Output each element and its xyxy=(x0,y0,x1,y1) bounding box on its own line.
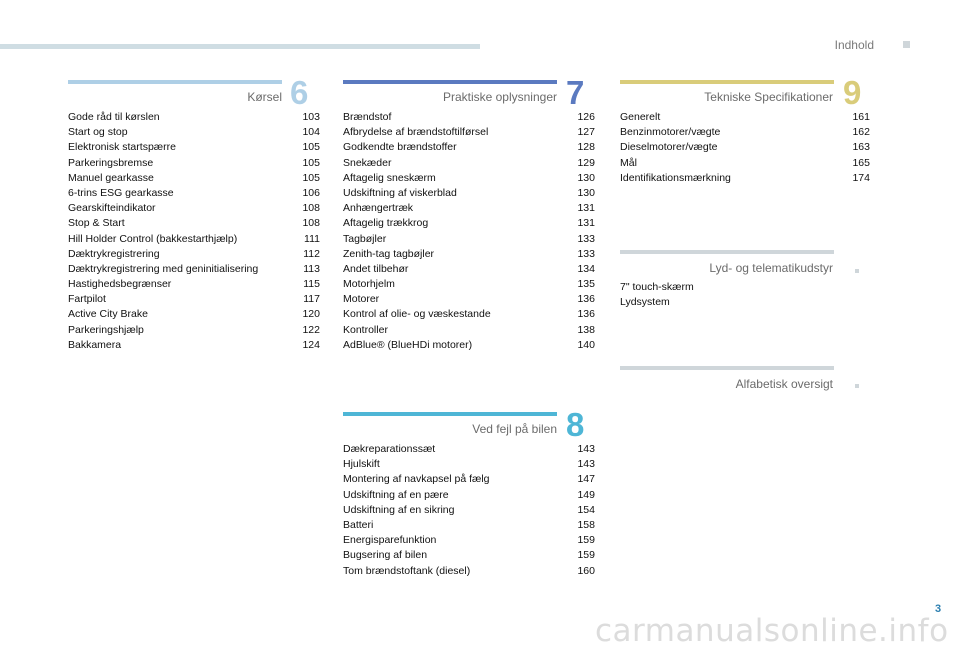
toc-entry-label: Manuel gearkasse xyxy=(68,171,154,184)
toc-entry[interactable] xyxy=(343,442,595,457)
toc-entry-label: Udskiftning af en sikring xyxy=(343,503,455,516)
toc-entry-label: AdBlue® (BlueHDi motorer) xyxy=(343,338,473,351)
toc-entry-label: Generelt xyxy=(620,111,661,123)
toc-entry[interactable] xyxy=(343,518,595,533)
toc-entry-page: 108 xyxy=(302,217,320,230)
toc-list-korsel xyxy=(68,110,320,353)
toc-entry[interactable] xyxy=(68,140,320,155)
toc-list-lyd xyxy=(620,280,870,310)
section-bar-korsel xyxy=(68,80,282,84)
toc-entry-label: Udskiftning af viskerblad xyxy=(343,186,457,199)
toc-entry-label: Benzinmotorer/vægte xyxy=(620,126,721,139)
section-bar-lyd xyxy=(620,250,834,254)
toc-entry[interactable] xyxy=(343,548,595,563)
section-bar-ved-fejl xyxy=(343,412,557,416)
toc-entry[interactable] xyxy=(68,323,320,338)
toc-entry-page: 108 xyxy=(302,202,320,215)
toc-entry-page: 134 xyxy=(577,262,595,275)
section-number-tekniske: 9 xyxy=(843,74,862,111)
toc-entry-page: 143 xyxy=(577,443,595,455)
toc-entry[interactable] xyxy=(343,503,595,518)
toc-entry-page: 138 xyxy=(577,323,595,336)
toc-entry-label: Gode råd til kørslen xyxy=(68,111,160,123)
toc-entry-page: 127 xyxy=(577,126,595,139)
toc-entry-label: Tom brændstoftank (diesel) xyxy=(343,564,471,577)
toc-entry-page: 174 xyxy=(852,171,870,184)
toc-entry[interactable] xyxy=(343,110,595,125)
section-title-tekniske[interactable]: Tekniske Specifikationer xyxy=(704,90,833,104)
toc-entry-label: Kontroller xyxy=(343,323,388,336)
toc-entry-label: Brændstof xyxy=(343,111,392,123)
toc-entry-page: 113 xyxy=(303,262,320,275)
toc-entry[interactable] xyxy=(343,292,595,307)
section-bar-tekniske xyxy=(620,80,834,84)
toc-entry-label: Mål xyxy=(620,156,637,169)
toc-entry-page: 163 xyxy=(852,141,870,154)
toc-entry-page: 126 xyxy=(577,111,595,123)
toc-entry-label: Elektronisk startspærre xyxy=(68,141,176,154)
header-marker xyxy=(903,41,910,48)
toc-entry-label: Kontrol af olie- og væskestande xyxy=(343,308,491,321)
toc-entry-label: Dæktrykregistrering xyxy=(68,247,160,260)
toc-entry[interactable] xyxy=(68,156,320,171)
toc-entry-label: Energisparefunktion xyxy=(343,534,437,547)
section-title-korsel[interactable]: Kørsel xyxy=(247,90,282,104)
toc-entry-label: Motorhjelm xyxy=(343,278,395,291)
toc-entry[interactable] xyxy=(68,292,320,307)
toc-entry-label: Afbrydelse af brændstoftilførsel xyxy=(343,126,489,139)
toc-entry-page: 135 xyxy=(577,278,595,291)
toc-entry[interactable] xyxy=(343,338,595,353)
toc-entry-page: 159 xyxy=(577,534,595,547)
toc-entry-page: 122 xyxy=(302,323,320,336)
toc-entry[interactable] xyxy=(620,125,870,140)
toc-entry[interactable] xyxy=(343,277,595,292)
toc-entry[interactable] xyxy=(620,280,870,295)
toc-entry[interactable] xyxy=(68,186,320,201)
toc-entry-label: Active City Brake xyxy=(68,308,148,321)
toc-entry-label: Hjulskift xyxy=(343,458,380,471)
toc-entry[interactable] xyxy=(343,307,595,322)
toc-entry-label: Dækreparationssæt xyxy=(343,443,436,455)
toc-entry-label: Lydsystem xyxy=(620,296,670,309)
toc-entry-page: 105 xyxy=(302,171,320,184)
toc-entry[interactable] xyxy=(68,247,320,262)
toc-list-praktiske xyxy=(343,110,595,353)
toc-entry-label: Dieselmotorer/vægte xyxy=(620,141,718,154)
toc-entry-label: Motorer xyxy=(343,293,380,306)
toc-entry-label: Montering af navkapsel på fælg xyxy=(343,473,490,486)
toc-entry[interactable] xyxy=(343,457,595,472)
toc-entry[interactable] xyxy=(343,156,595,171)
toc-entry[interactable] xyxy=(620,140,870,155)
toc-entry-label: Stop & Start xyxy=(68,217,125,230)
toc-entry-page: 105 xyxy=(302,156,320,169)
page-number: 3 xyxy=(935,603,942,615)
toc-entry[interactable] xyxy=(343,262,595,277)
toc-entry[interactable] xyxy=(343,232,595,247)
toc-entry-page: 161 xyxy=(852,111,870,123)
section-marker-alfabetisk xyxy=(855,384,859,388)
toc-entry[interactable] xyxy=(343,140,595,155)
toc-entry-page: 103 xyxy=(302,111,320,123)
toc-entry-page: 136 xyxy=(577,308,595,321)
section-title-ved-fejl[interactable]: Ved fejl på bilen xyxy=(472,422,557,436)
toc-entry[interactable] xyxy=(620,110,870,125)
toc-entry[interactable] xyxy=(343,247,595,262)
section-bar-praktiske xyxy=(343,80,557,84)
toc-entry-label: Anhængertræk xyxy=(343,202,414,215)
toc-entry[interactable] xyxy=(68,216,320,231)
section-number-ved-fejl: 8 xyxy=(566,406,585,443)
toc-entry-page: 149 xyxy=(577,488,595,501)
header-title: Indhold xyxy=(834,38,874,52)
toc-entry-page: 133 xyxy=(577,232,595,245)
watermark: carmanualsonline.info xyxy=(595,613,949,649)
toc-entry[interactable] xyxy=(68,171,320,186)
toc-entry-page: 129 xyxy=(577,156,595,169)
toc-entry[interactable] xyxy=(343,125,595,140)
toc-entry-page: 117 xyxy=(303,293,320,306)
toc-entry-label: Zenith-tag tagbøjler xyxy=(343,247,435,260)
toc-entry[interactable] xyxy=(68,125,320,140)
toc-entry-label: Godkendte brændstoffer xyxy=(343,141,457,154)
toc-entry-page: 160 xyxy=(577,564,595,577)
toc-entry-page: 140 xyxy=(577,338,595,351)
toc-entry[interactable] xyxy=(68,110,320,125)
toc-entry-label: 6-trins ESG gearkasse xyxy=(68,186,174,199)
toc-entry-page: 115 xyxy=(303,278,320,291)
toc-entry[interactable] xyxy=(343,171,595,186)
toc-entry-page: 158 xyxy=(577,518,595,531)
toc-entry[interactable] xyxy=(343,186,595,201)
section-number-praktiske: 7 xyxy=(566,74,585,111)
header-bar xyxy=(0,44,480,49)
toc-entry-page: 130 xyxy=(577,171,595,184)
toc-entry-page: 105 xyxy=(302,141,320,154)
toc-entry[interactable] xyxy=(68,307,320,322)
toc-entry-label: Snekæder xyxy=(343,156,392,169)
toc-entry-page: 112 xyxy=(303,247,320,260)
toc-entry[interactable] xyxy=(68,201,320,216)
section-title-alfabetisk[interactable]: Alfabetisk oversigt xyxy=(735,377,833,391)
toc-entry-label: Tagbøjler xyxy=(343,232,387,245)
toc-entry-page: 131 xyxy=(577,217,595,230)
toc-entry-label: Hill Holder Control (bakkestarthjælp) xyxy=(68,232,238,245)
toc-entry[interactable] xyxy=(68,277,320,292)
toc-entry-label: Gearskifteindikator xyxy=(68,202,156,215)
toc-entry-page: 143 xyxy=(577,458,595,471)
toc-entry[interactable] xyxy=(343,488,595,503)
section-number-korsel: 6 xyxy=(290,74,309,111)
toc-entry-page: 130 xyxy=(577,186,595,199)
toc-entry-page: 136 xyxy=(577,293,595,306)
toc-list-ved-fejl xyxy=(343,442,595,579)
toc-entry-label: Aftagelig trækkrog xyxy=(343,217,429,230)
toc-entry[interactable] xyxy=(68,232,320,247)
toc-entry-page: 131 xyxy=(577,202,595,215)
toc-entry-label: Parkeringshjælp xyxy=(68,323,144,336)
toc-entry-label: Parkeringsbremse xyxy=(68,156,154,169)
toc-entry[interactable] xyxy=(620,171,870,186)
toc-entry[interactable] xyxy=(343,201,595,216)
toc-entry-page: 162 xyxy=(852,126,870,139)
toc-entry-page: 147 xyxy=(577,473,595,486)
toc-entry-label: Aftagelig sneskærm xyxy=(343,171,436,184)
toc-entry[interactable] xyxy=(620,156,870,171)
toc-entry[interactable] xyxy=(68,338,320,353)
toc-entry-label: Andet tilbehør xyxy=(343,262,409,275)
toc-entry[interactable] xyxy=(343,472,595,487)
toc-entry-label: Fartpilot xyxy=(68,293,106,306)
toc-entry-page: 120 xyxy=(302,308,320,321)
toc-entry-label: Batteri xyxy=(343,518,374,531)
toc-entry-page: 128 xyxy=(577,141,595,154)
toc-entry-page: 133 xyxy=(577,247,595,260)
section-bar-alfabetisk xyxy=(620,366,834,370)
toc-entry[interactable] xyxy=(343,216,595,231)
toc-entry[interactable] xyxy=(68,262,320,277)
section-title-praktiske[interactable]: Praktiske oplysninger xyxy=(442,90,557,104)
toc-entry-label: Identifikationsmærkning xyxy=(620,171,731,184)
toc-entry[interactable] xyxy=(620,295,870,310)
toc-entry-label: Udskiftning af en pære xyxy=(343,488,449,501)
toc-entry-page: 106 xyxy=(302,186,320,199)
toc-entry-page: 124 xyxy=(302,338,320,351)
toc-entry[interactable] xyxy=(343,323,595,338)
section-title-lyd[interactable]: Lyd- og telematikudstyr xyxy=(709,261,833,275)
section-marker-lyd xyxy=(855,269,859,273)
toc-entry[interactable] xyxy=(343,564,595,579)
toc-entry-page: 165 xyxy=(852,156,870,169)
toc-entry-label: Dæktrykregistrering med geninitialisering xyxy=(68,262,259,275)
toc-entry-label: Start og stop xyxy=(68,126,128,139)
toc-entry-label: Hastighedsbegrænser xyxy=(68,278,172,291)
toc-entry[interactable] xyxy=(343,533,595,548)
toc-list-tekniske xyxy=(620,110,870,186)
toc-entry-page: 154 xyxy=(577,503,595,516)
toc-entry-page: 159 xyxy=(577,549,595,562)
toc-entry-label: Bugsering af bilen xyxy=(343,549,428,562)
toc-entry-label: 7" touch-skærm xyxy=(620,281,694,293)
toc-entry-label: Bakkamera xyxy=(68,338,122,351)
toc-entry-page: 111 xyxy=(304,232,320,245)
toc-entry-page: 104 xyxy=(302,126,320,139)
